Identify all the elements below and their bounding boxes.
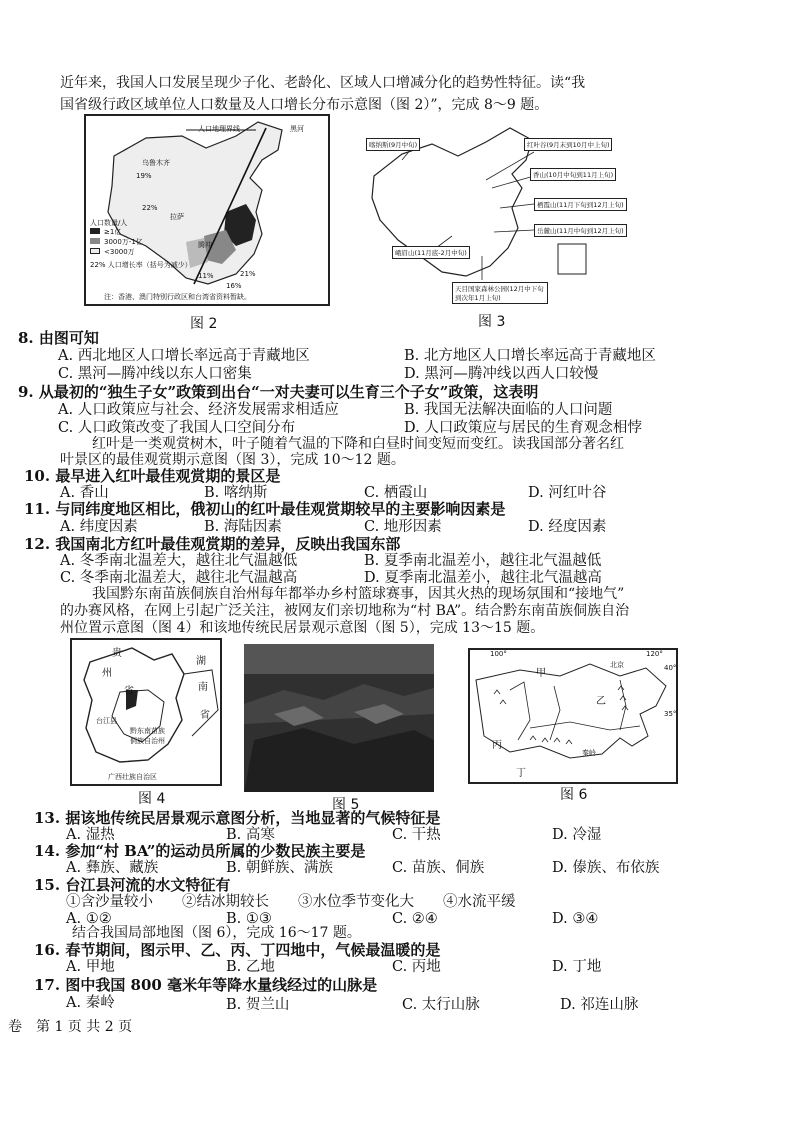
figure-4-map [70, 638, 222, 786]
figure-caption: 图 3 [478, 314, 506, 330]
legend-item: <3000万 [104, 248, 135, 256]
question-stem: 14. 参加“村 BA”的运动员所属的少数民族主要是 [34, 842, 366, 860]
scenic-box: 天目国家森林公园(12月中下旬到次年1月上旬) [452, 282, 548, 304]
pct-label: 19% [136, 172, 152, 180]
map-label: 南 [198, 682, 208, 693]
north-china-map [470, 650, 676, 782]
option-c: C. 冬季南北温差大，越往北气温越高 [60, 570, 298, 586]
legend-item: 22% 人口增长率（括号为减少） [90, 261, 192, 269]
legend-item: 3000万-1亿 [104, 238, 143, 246]
option-b: B. 夏季南北温差小，越往北气温越低 [364, 553, 602, 569]
option-d: D. 冷湿 [552, 827, 602, 843]
legend-swatch [90, 238, 100, 244]
option-b: B. 北方地区人口增长率远高于青藏地区 [404, 348, 656, 364]
option-c: C. 干热 [392, 827, 441, 843]
figure-caption: 图 6 [560, 787, 588, 803]
city-label: 拉萨 [170, 213, 184, 221]
village-photo [244, 644, 434, 792]
legend-title: 人口数量/人 [90, 219, 128, 227]
option-d: D. 河红叶谷 [528, 485, 607, 501]
figure-caption: 图 2 [190, 316, 218, 332]
scenic-box: 峨眉山(11月底-2月中旬) [392, 246, 470, 259]
map-label: 台江县 [96, 717, 117, 725]
question-stem: 13. 据该地传统民居景观示意图分析，当地显著的气候特征是 [34, 809, 441, 827]
figure-6-map [468, 648, 678, 784]
option-a: A. 甲地 [66, 959, 115, 975]
map-label: 省 [200, 710, 210, 721]
option-a: A. 湿热 [66, 827, 115, 843]
option-d: D. ③④ [552, 911, 599, 927]
option-b: B. 贺兰山 [226, 997, 290, 1013]
scenic-box: 红叶谷(9月末到10月中上旬) [524, 138, 612, 151]
map-label: 州 [102, 668, 112, 679]
option-b: B. ①③ [226, 911, 272, 927]
option-d: D. 祁连山脉 [560, 997, 639, 1013]
question-stem: 9. 从最初的“独生子女”政策到出台“一对夫妻可以生育三个子女”政策，这表明 [18, 383, 539, 401]
option-c: C. 丙地 [392, 959, 441, 975]
map-label: 贵 [112, 648, 122, 659]
option-d: D. 丁地 [552, 959, 602, 975]
question-stem: 15. 台江县河流的水文特征有 [34, 876, 231, 894]
figure-5-photo [244, 644, 434, 792]
option-d: D. 黑河—腾冲线以西人口较慢 [404, 366, 599, 382]
option-c: C. 地形因素 [364, 519, 442, 535]
map-label: 侗族自治州 [130, 737, 165, 745]
option-b: B. 乙地 [226, 959, 275, 975]
scenic-box: 岳麓山(11月中旬到12月上旬) [534, 224, 627, 237]
place-label: 乙 [596, 696, 606, 707]
question-stem: 11. 与同纬度地区相比，俄初山的红叶最佳观赏期较早的主要影响因素是 [24, 500, 506, 518]
lon-label: 100° [490, 650, 507, 658]
map-label: 湖 [196, 656, 206, 667]
option-a: A. 香山 [60, 485, 109, 501]
intro-line: 我国黔东南苗族侗族自治州每年都举办乡村篮球赛事，因其火热的现场氛围和“接地气” [92, 586, 625, 602]
option-d: D. 经度因素 [528, 519, 607, 535]
city-label: 乌鲁木齐 [142, 159, 170, 167]
option-c: C. 苗族、侗族 [392, 860, 485, 876]
option-b: B. 海陆因素 [204, 519, 282, 535]
legend-swatch [90, 248, 100, 254]
option-a: A. 西北地区人口增长率远高于青藏地区 [58, 348, 310, 364]
question-stem: 12. 我国南北方红叶最佳观赏期的差异，反映出我国东部 [24, 535, 401, 553]
question-stem: 8. 由图可知 [18, 329, 99, 347]
intro-line: 近年来，我国人口发展呈现少子化、老龄化、区域人口增减分化的趋势性特征。读“我 [60, 75, 586, 91]
pct-label: 16% [226, 282, 242, 290]
map-label: 黔东南苗族 [130, 727, 165, 735]
mountain-label: 秦岭 [582, 749, 596, 757]
legend-item: ≥1亿 [104, 228, 122, 236]
question-stem: 10. 最早进入红叶最佳观赏期的景区是 [24, 467, 281, 485]
option-a: A. 秦岭 [66, 995, 115, 1011]
question-stem: 17. 图中我国 800 毫米年等降水量线经过的山脉是 [34, 976, 378, 994]
map-label: 广西壮族自治区 [108, 773, 157, 781]
lon-label: 120° [646, 650, 663, 658]
question-items: ①含沙量较小 ②结冰期较长 ③水位季节变化大 ④水流平缓 [66, 894, 516, 910]
place-label: 甲 [536, 668, 546, 679]
pct-label: 22% [142, 204, 158, 212]
scenic-box: 香山(10月中旬到11月上旬) [530, 168, 616, 181]
figure-2-map [84, 114, 330, 306]
question-stem: 16. 春节期间，图示甲、乙、丙、丁四地中，气候最温暖的是 [34, 941, 441, 959]
option-c: C. 栖霞山 [364, 485, 428, 501]
intro-line: 红叶是一类观赏树木，叶子随着气温的下降和白昼时间变短而变红。读我国部分著名红 [92, 436, 624, 452]
option-c: C. ②④ [392, 911, 438, 927]
option-d: D. 夏季南北温差小，越往北气温越高 [364, 570, 602, 586]
option-c: C. 黑河—腾冲线以东人口密集 [58, 366, 252, 382]
lat-label: 35° [664, 710, 677, 718]
intro-line: 的办赛风格，在网上引起广泛关注，被网友们亲切地称为“村 BA”。结合黔东南苗族侗族自治 [60, 603, 630, 619]
option-b: B. 朝鲜族、满族 [226, 860, 333, 876]
lat-label: 40° [664, 664, 677, 672]
option-b: B. 高寒 [226, 827, 275, 843]
option-a: A. 人口政策应与社会、经济发展需求相适应 [58, 402, 339, 418]
tengchong-label: 腾冲 [198, 241, 212, 249]
line-label: 人口地理界线 [198, 125, 240, 133]
map-note: 注：香港、澳门特别行政区和台湾省资料暂缺。 [104, 293, 251, 301]
intro-line: 叶景区的最佳观赏期示意图（图 3），完成 10～12 题。 [60, 452, 405, 468]
option-d: D. 傣族、布依族 [552, 860, 660, 876]
option-a: A. 彝族、藏族 [66, 860, 159, 876]
legend [90, 218, 192, 276]
option-b: B. 我国无法解决面临的人口问题 [404, 402, 613, 418]
figure-3-map [362, 116, 624, 304]
figure-caption: 图 4 [138, 791, 166, 807]
option-a: A. ①② [66, 911, 112, 927]
figure-caption: 图 5 [332, 797, 360, 813]
intro-line: 州位置示意图（图 4）和该地传统民居景观示意图（图 5），完成 13～15 题。 [60, 620, 545, 636]
scenic-box: 栖霞山(11月下旬到12月上旬) [534, 198, 627, 211]
pct-label: 11% [198, 272, 214, 280]
option-c: C. 人口政策改变了我国人口空间分布 [58, 420, 296, 436]
option-c: C. 太行山脉 [402, 997, 480, 1013]
pct-label: 21% [240, 270, 256, 278]
map-label: 省 [124, 686, 134, 697]
intro-line: 结合我国局部地图（图 6），完成 16～17 题。 [72, 925, 361, 941]
city-label: 北京 [610, 661, 624, 669]
page-footer: 卷 第 1 页 共 2 页 [8, 1019, 133, 1035]
intro-line: 国省级行政区域单位人口数量及人口增长分布示意图（图 2）”，完成 8～9 题。 [60, 97, 549, 113]
option-b: B. 喀纳斯 [204, 485, 268, 501]
legend-swatch [90, 228, 100, 234]
option-a: A. 纬度因素 [60, 519, 138, 535]
option-a: A. 冬季南北温差大，越往北气温越低 [60, 553, 298, 569]
place-label: 丙 [492, 740, 502, 751]
scenic-box: 喀纳斯(9月中旬) [366, 138, 420, 151]
option-d: D. 人口政策应与居民的生育观念相悖 [404, 420, 642, 436]
place-label: 丁 [516, 768, 526, 779]
heihe-label: 黑河 [290, 125, 304, 133]
